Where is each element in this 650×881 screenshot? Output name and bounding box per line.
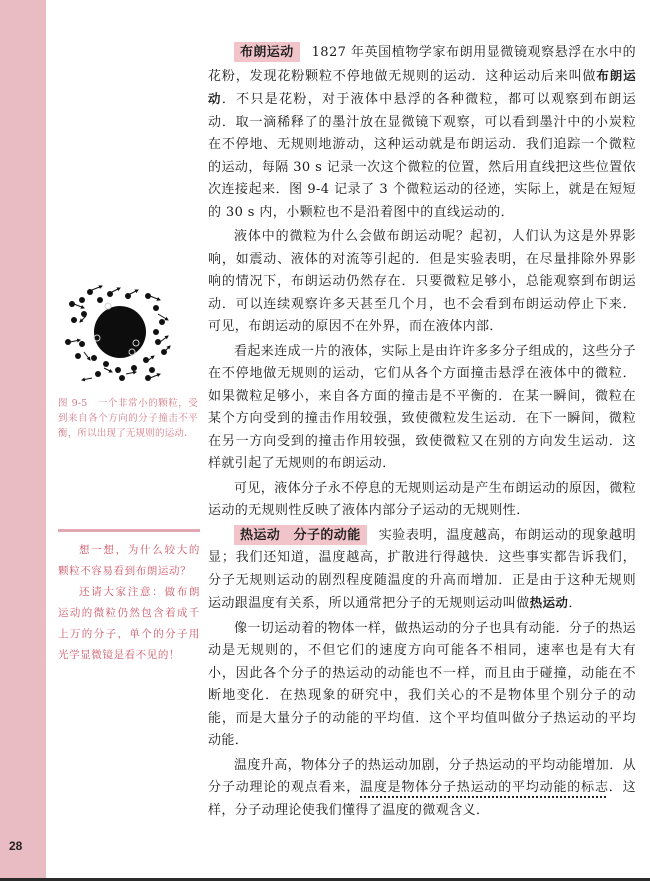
paragraph: 可见，液体分子永不停息的无规则运动是产生布朗运动的原因，微粒运动的无规则性反映了液体内部分子运动的无规则性．	[208, 480, 637, 518]
margin-note-remark: 还请大家注意：做布朗运动的微粒仍然包含着成千上万的分子，单个的分子用光学显微镜是看不见的！	[58, 586, 200, 661]
emphasized-statement: 温度是物体分子热运动的平均动能的标志	[360, 780, 609, 795]
main-text	[208, 42, 636, 822]
figure-9-5	[58, 282, 198, 441]
text: 1827 年英国植物学家布朗用显微镜观察悬浮在水中的花粉，发现花粉颗粒不停地做无规则的运动．这种运动后来叫做	[208, 45, 636, 84]
page-number: 28	[9, 839, 23, 853]
paragraph	[208, 525, 636, 616]
margin-note-question: 想一想，为什么较大的颗粒不容易看到布朗运动？	[58, 544, 200, 577]
text: ．这样，分子动理论使我们懂得了温度的微观含义．	[208, 780, 636, 818]
margin-divider	[58, 529, 200, 532]
paragraph: 看起来连成一片的液体，实际上是由许许多多分子组成的，这些分子在不停地做无规则的运动，它们从各个方面撞击悬浮在液体中的微粒．如果微粒足够小，来自各方面的撞击是不平衡的．在某一瞬间，微粒在某个方向受到的撞击作用较强，致使微粒发生运动．在下一瞬间，微粒在另一方向受到的撞击作用较强，致使微粒又在别的方向发生运动．这样就引起了无规则的布朗运动．	[208, 343, 637, 471]
text: ．不只是花粉，对于液体中悬浮的各种微粒，都可以观察到布朗运动．取一滴稀释了的墨汁放在显微镜下观察，可以看到墨汁中的小炭粒在不停地、无规则地游动，这种运动就是布朗运动．我们追踪一个微粒的运动，每隔 30 s 记录一次这个微粒的位置，然后用直线把这些位置依次连接起来．图 9-4 记录了 3 个微粒运动的径迹，实际上，就是在短短的 30 s 内，小颗粒也不是沿着图中的直线运动的．	[208, 92, 636, 220]
section-heading-thermal-motion: 热运动 分子的动能	[234, 525, 367, 545]
paragraph	[208, 755, 636, 823]
paragraph: 液体中的微粒为什么会做布朗运动呢？起初，人们认为这是外界影响，如震动、液体的对流等引起的．但是实验表明，在尽量排除外界影响的情况下，布朗运动仍然存在．只要微粒足够小，总能观察到布朗运动．可以连续观察许多天甚至几个月，也不会看到布朗运动停止下来．可见，布朗运动的原因不在外界，而在液体内部．	[208, 229, 636, 334]
key-term: 热运动	[529, 595, 569, 610]
page-edge-strip	[0, 0, 46, 878]
paragraph: 像一切运动着的物体一样，做热运动的分子也具有动能．分子的热运动是无规则的，不但它们的速度方向可能各不相同，速率也是有大有小，因此各个分子的热运动的动能也不一样，而且由于碰撞，动能在不断地变化．在热现象的研究中，我们关心的不是物体里个别分子的动能，而是大量分子的动能的平均值．这个平均值叫做分子热运动的平均动能．	[208, 620, 637, 748]
margin-note	[58, 540, 200, 666]
particle-collision-diagram-icon	[60, 282, 180, 382]
text: 温度升高，物体分子的热运动加剧，分子热运动的平均动能增加．从分子动理论的观点看来，	[208, 757, 637, 795]
key-term: 布朗运动	[208, 67, 636, 106]
section-heading-brownian-motion: 布朗运动	[234, 42, 300, 62]
figure-caption: 图 9-5 一个非常小的颗粒，受到来自各个方向的分子撞击不平衡，所以出现了无规则的运动．	[58, 398, 198, 439]
text: ．	[568, 596, 582, 611]
paragraph	[208, 42, 636, 224]
text: 实验表明，温度越高，布朗运动的现象越明显；我们还知道，温度越高，扩散进行得越快．这些事实都告诉我们，分子无规则运动的剧烈程度随温度的升高而增加．正是由于这种无规则运动跟温度有关系，所以通常把分子的无规则运动叫做	[208, 527, 636, 611]
